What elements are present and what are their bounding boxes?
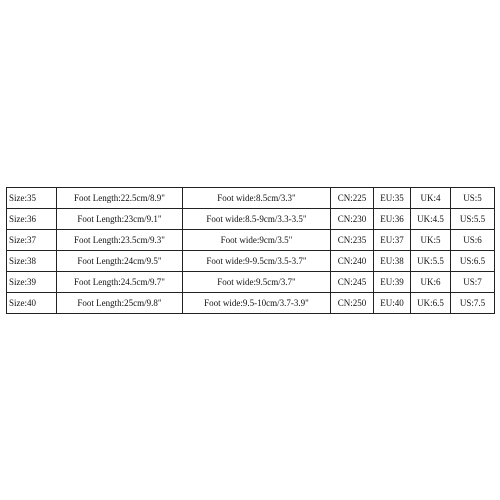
- foot-width-cell: Foot wide:8.5cm/3.3": [183, 188, 331, 209]
- table-row: [7, 272, 495, 293]
- eu-size-cell: EU:35: [374, 188, 411, 209]
- cn-size-cell: CN:235: [331, 230, 374, 251]
- foot-width-cell: Foot wide:8.5-9cm/3.3-3.5": [183, 209, 331, 230]
- foot-width-cell: Foot wide:9-9.5cm/3.5-3.7": [183, 251, 331, 272]
- size-cell: Size:39: [7, 272, 57, 293]
- us-size-cell: US:5.5: [451, 209, 495, 230]
- table-row: [7, 293, 495, 314]
- uk-size-cell: UK:6.5: [411, 293, 451, 314]
- cn-size-cell: CN:240: [331, 251, 374, 272]
- foot-length-cell: Foot Length:24.5cm/9.7": [57, 272, 183, 293]
- us-size-cell: US:7.5: [451, 293, 495, 314]
- eu-size-cell: EU:36: [374, 209, 411, 230]
- eu-size-cell: EU:38: [374, 251, 411, 272]
- us-size-cell: US:6.5: [451, 251, 495, 272]
- size-cell: Size:35: [7, 188, 57, 209]
- foot-length-cell: Foot Length:23cm/9.1": [57, 209, 183, 230]
- size-cell: Size:40: [7, 293, 57, 314]
- eu-size-cell: EU:40: [374, 293, 411, 314]
- cn-size-cell: CN:245: [331, 272, 374, 293]
- size-cell: Size:38: [7, 251, 57, 272]
- cn-size-cell: CN:230: [331, 209, 374, 230]
- foot-length-cell: Foot Length:22.5cm/8.9": [57, 188, 183, 209]
- uk-size-cell: UK:6: [411, 272, 451, 293]
- size-chart-table: [6, 187, 495, 314]
- uk-size-cell: UK:4.5: [411, 209, 451, 230]
- uk-size-cell: UK:5.5: [411, 251, 451, 272]
- foot-length-cell: Foot Length:24cm/9.5": [57, 251, 183, 272]
- size-cell: Size:36: [7, 209, 57, 230]
- cn-size-cell: CN:225: [331, 188, 374, 209]
- us-size-cell: US:6: [451, 230, 495, 251]
- foot-width-cell: Foot wide:9cm/3.5": [183, 230, 331, 251]
- table-row: [7, 188, 495, 209]
- eu-size-cell: EU:37: [374, 230, 411, 251]
- foot-length-cell: Foot Length:23.5cm/9.3": [57, 230, 183, 251]
- table-row: [7, 251, 495, 272]
- foot-width-cell: Foot wide:9.5cm/3.7": [183, 272, 331, 293]
- us-size-cell: US:7: [451, 272, 495, 293]
- table-row: [7, 230, 495, 251]
- eu-size-cell: EU:39: [374, 272, 411, 293]
- table-row: [7, 209, 495, 230]
- uk-size-cell: UK:4: [411, 188, 451, 209]
- cn-size-cell: CN:250: [331, 293, 374, 314]
- uk-size-cell: UK:5: [411, 230, 451, 251]
- foot-width-cell: Foot wide:9.5-10cm/3.7-3.9": [183, 293, 331, 314]
- size-cell: Size:37: [7, 230, 57, 251]
- foot-length-cell: Foot Length:25cm/9.8": [57, 293, 183, 314]
- us-size-cell: US:5: [451, 188, 495, 209]
